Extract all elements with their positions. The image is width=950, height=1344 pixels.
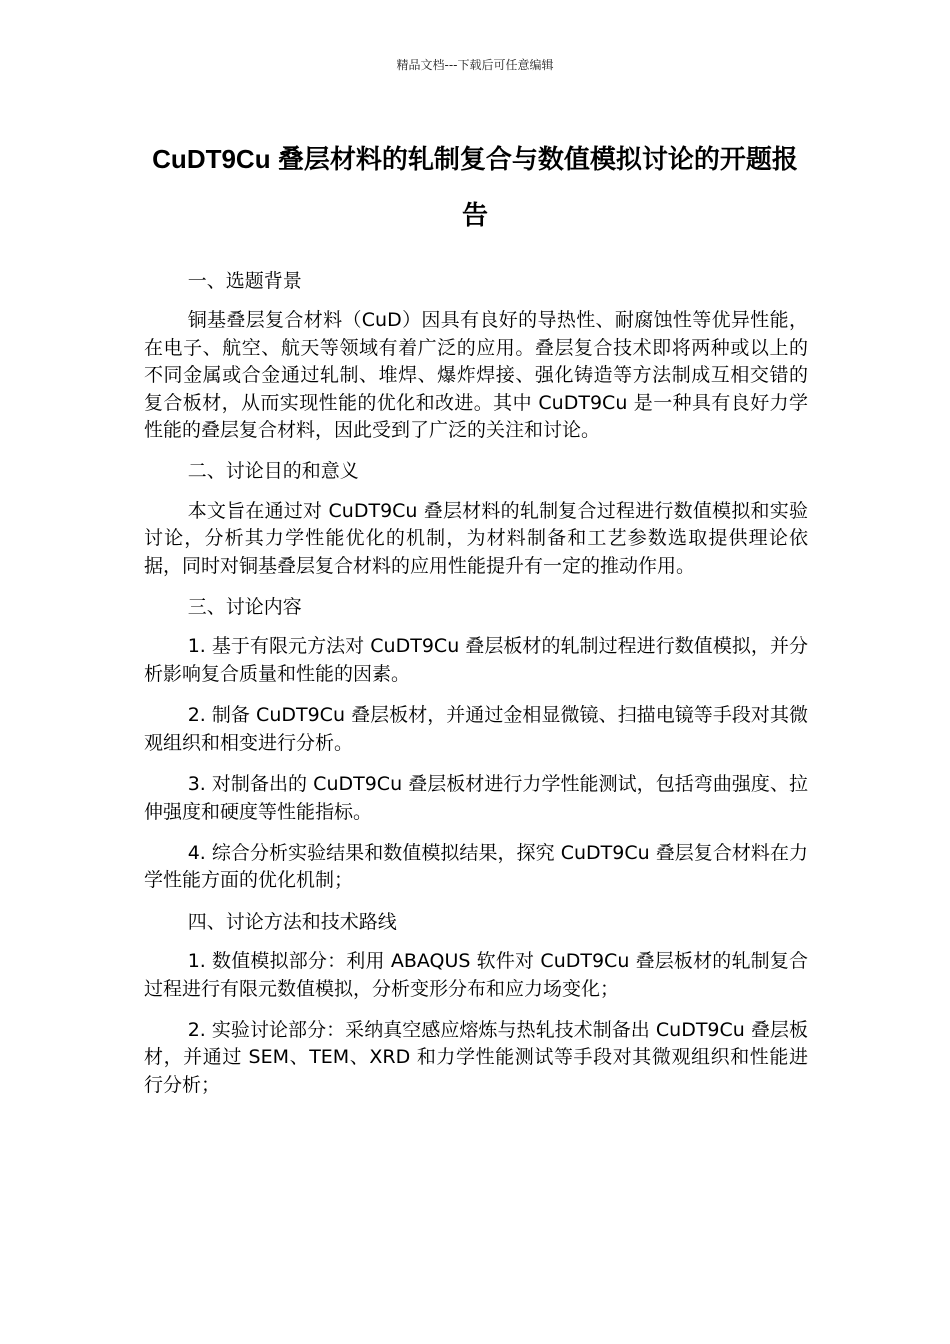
section-heading-purpose: 二、讨论目的和意义 [187, 460, 359, 483]
paragraph-background: 铜基叠层复合材料（CuD）因具有良好的导热性、耐腐蚀性等优异性能，在电子、航空、航天等领域有着广泛的应用。叠层复合技术即将两种或以上的不同金属或合金通过轧制、堆焊、爆炸焊接、强化铸造等方法制成互相交错的复合板材，从而实现性能的优化和改进。其中 CuDT9Cu 是一种具有良好力学性能的叠层复合材料，因此受到了广泛的关注和讨论。 [144, 309, 808, 442]
method-item-1: 1. 数值模拟部分：利用 ABAQUS 软件对 CuDT9Cu 叠层板材的轧制复合过程进行有限元数值模拟，分析变形分布和应力场变化； [144, 950, 808, 1000]
document-body [144, 268, 808, 1113]
section-heading-background: 一、选题背景 [187, 270, 302, 292]
section-heading-content: 三、讨论内容 [187, 596, 302, 619]
section-heading-method: 四、讨论方法和技术路线 [187, 910, 397, 933]
content-item-3: 3. 对制备出的 CuDT9Cu 叠层板材进行力学性能测试，包括弯曲强度、拉伸强度和硬度等性能指标。 [144, 773, 808, 823]
content-item-4: 4. 综合分析实验结果和数值模拟结果，探究 CuDT9Cu 叠层复合材料在力学性能方面的优化机制； [144, 841, 808, 892]
paragraph-purpose: 本文旨在通过对 CuDT9Cu 叠层材料的轧制复合过程进行数值模拟和实验讨论，分析其力学性能优化的机制，为材料制备和工艺参数选取提供理论依据，同时对铜基叠层复合材料的应用性能提升有一定的推动作用。 [144, 499, 808, 577]
document-title: CuDT9Cu 叠层材料的轧制复合与数值模拟讨论的开题报告 [152, 144, 798, 230]
content-item-2: 2. 制备 CuDT9Cu 叠层板材，并通过金相显微镜、扫描电镜等手段对其微观组织和相变进行分析。 [144, 704, 808, 754]
method-item-2: 2. 实验讨论部分：采纳真空感应熔炼与热轧技术制备出 CuDT9Cu 叠层板材，并通过 SEM、TEM、XRD 和力学性能测试等手段对其微观组织和性能进行分析； [144, 1018, 808, 1096]
content-item-1: 1. 基于有限元方法对 CuDT9Cu 叠层板材的轧制过程进行数值模拟，并分析影响复合质量和性能的因素。 [144, 635, 808, 685]
page-header-note: 精品文档---下载后可任意编辑 [396, 58, 554, 72]
